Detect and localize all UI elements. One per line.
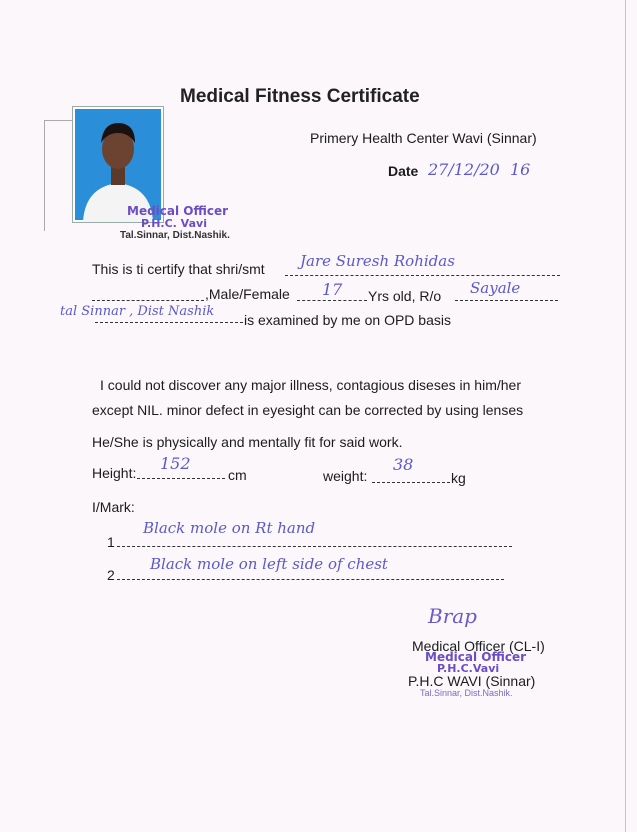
- weight-label: weight:: [323, 468, 368, 484]
- date-value: 27/12/20: [428, 160, 500, 179]
- photo-stamp-line3: Tal.Sinnar, Dist.Nashik.: [120, 230, 230, 241]
- certify-prefix: This is ti certify that shri/smt: [92, 261, 265, 277]
- certificate-title: Medical Fitness Certificate: [180, 86, 420, 107]
- age-suffix: Yrs old, R/o: [368, 288, 442, 304]
- mark-number: 1: [107, 534, 115, 550]
- id-mark-label: I/Mark:: [92, 499, 135, 515]
- finding-line1: I could not discover any major illness, contagious diseses in him/her: [100, 377, 521, 393]
- officer-stamp-line1: Medical Officer: [425, 650, 527, 664]
- photo-stamp-line1: Medical Officer: [127, 204, 229, 218]
- mark-text: Black mole on Rt hand: [143, 519, 316, 537]
- finding-line2: except NIL. minor defect in eyesight can be corrected by using lenses: [92, 402, 524, 418]
- officer-title: Medical Officer (CL-I): [412, 638, 545, 654]
- age-value: 17: [322, 280, 343, 299]
- weight-value: 38: [393, 455, 414, 474]
- photo-stamp-line2: P.H.C. Vavi: [141, 217, 207, 230]
- officer-place: P.H.C WAVI (Sinnar): [408, 673, 536, 689]
- fitness-statement: He/She is physically and mentally fit for said work.: [92, 434, 403, 450]
- patient-name: Jare Suresh Rohidas: [300, 252, 455, 270]
- officer-stamp-line2: P.H.C.Vavi: [437, 662, 500, 675]
- mark-number: 2: [107, 567, 115, 583]
- height-label: Height:: [92, 465, 137, 481]
- officer-stamp-line3: Tal.Sinnar, Dist.Nashik.: [420, 688, 513, 698]
- gender-label: ,Male/Female: [205, 286, 290, 302]
- mark-text: Black mole on left side of chest: [150, 555, 388, 573]
- height-unit: cm: [228, 467, 247, 483]
- institution-name: Primery Health Center Wavi (Sinnar): [310, 130, 537, 146]
- date-year-suffix: 16: [510, 160, 531, 179]
- date-label: Date: [388, 163, 419, 179]
- officer-signature: Brap: [428, 604, 477, 628]
- page-edge: [625, 0, 626, 832]
- residence: Sayale: [470, 279, 521, 297]
- residence-line2: tal Sinnar , Dist Nashik: [60, 304, 215, 319]
- examined-text: is examined by me on OPD basis: [244, 312, 451, 328]
- weight-unit: kg: [451, 470, 466, 486]
- photo-border: [44, 120, 75, 231]
- height-value: 152: [160, 454, 191, 473]
